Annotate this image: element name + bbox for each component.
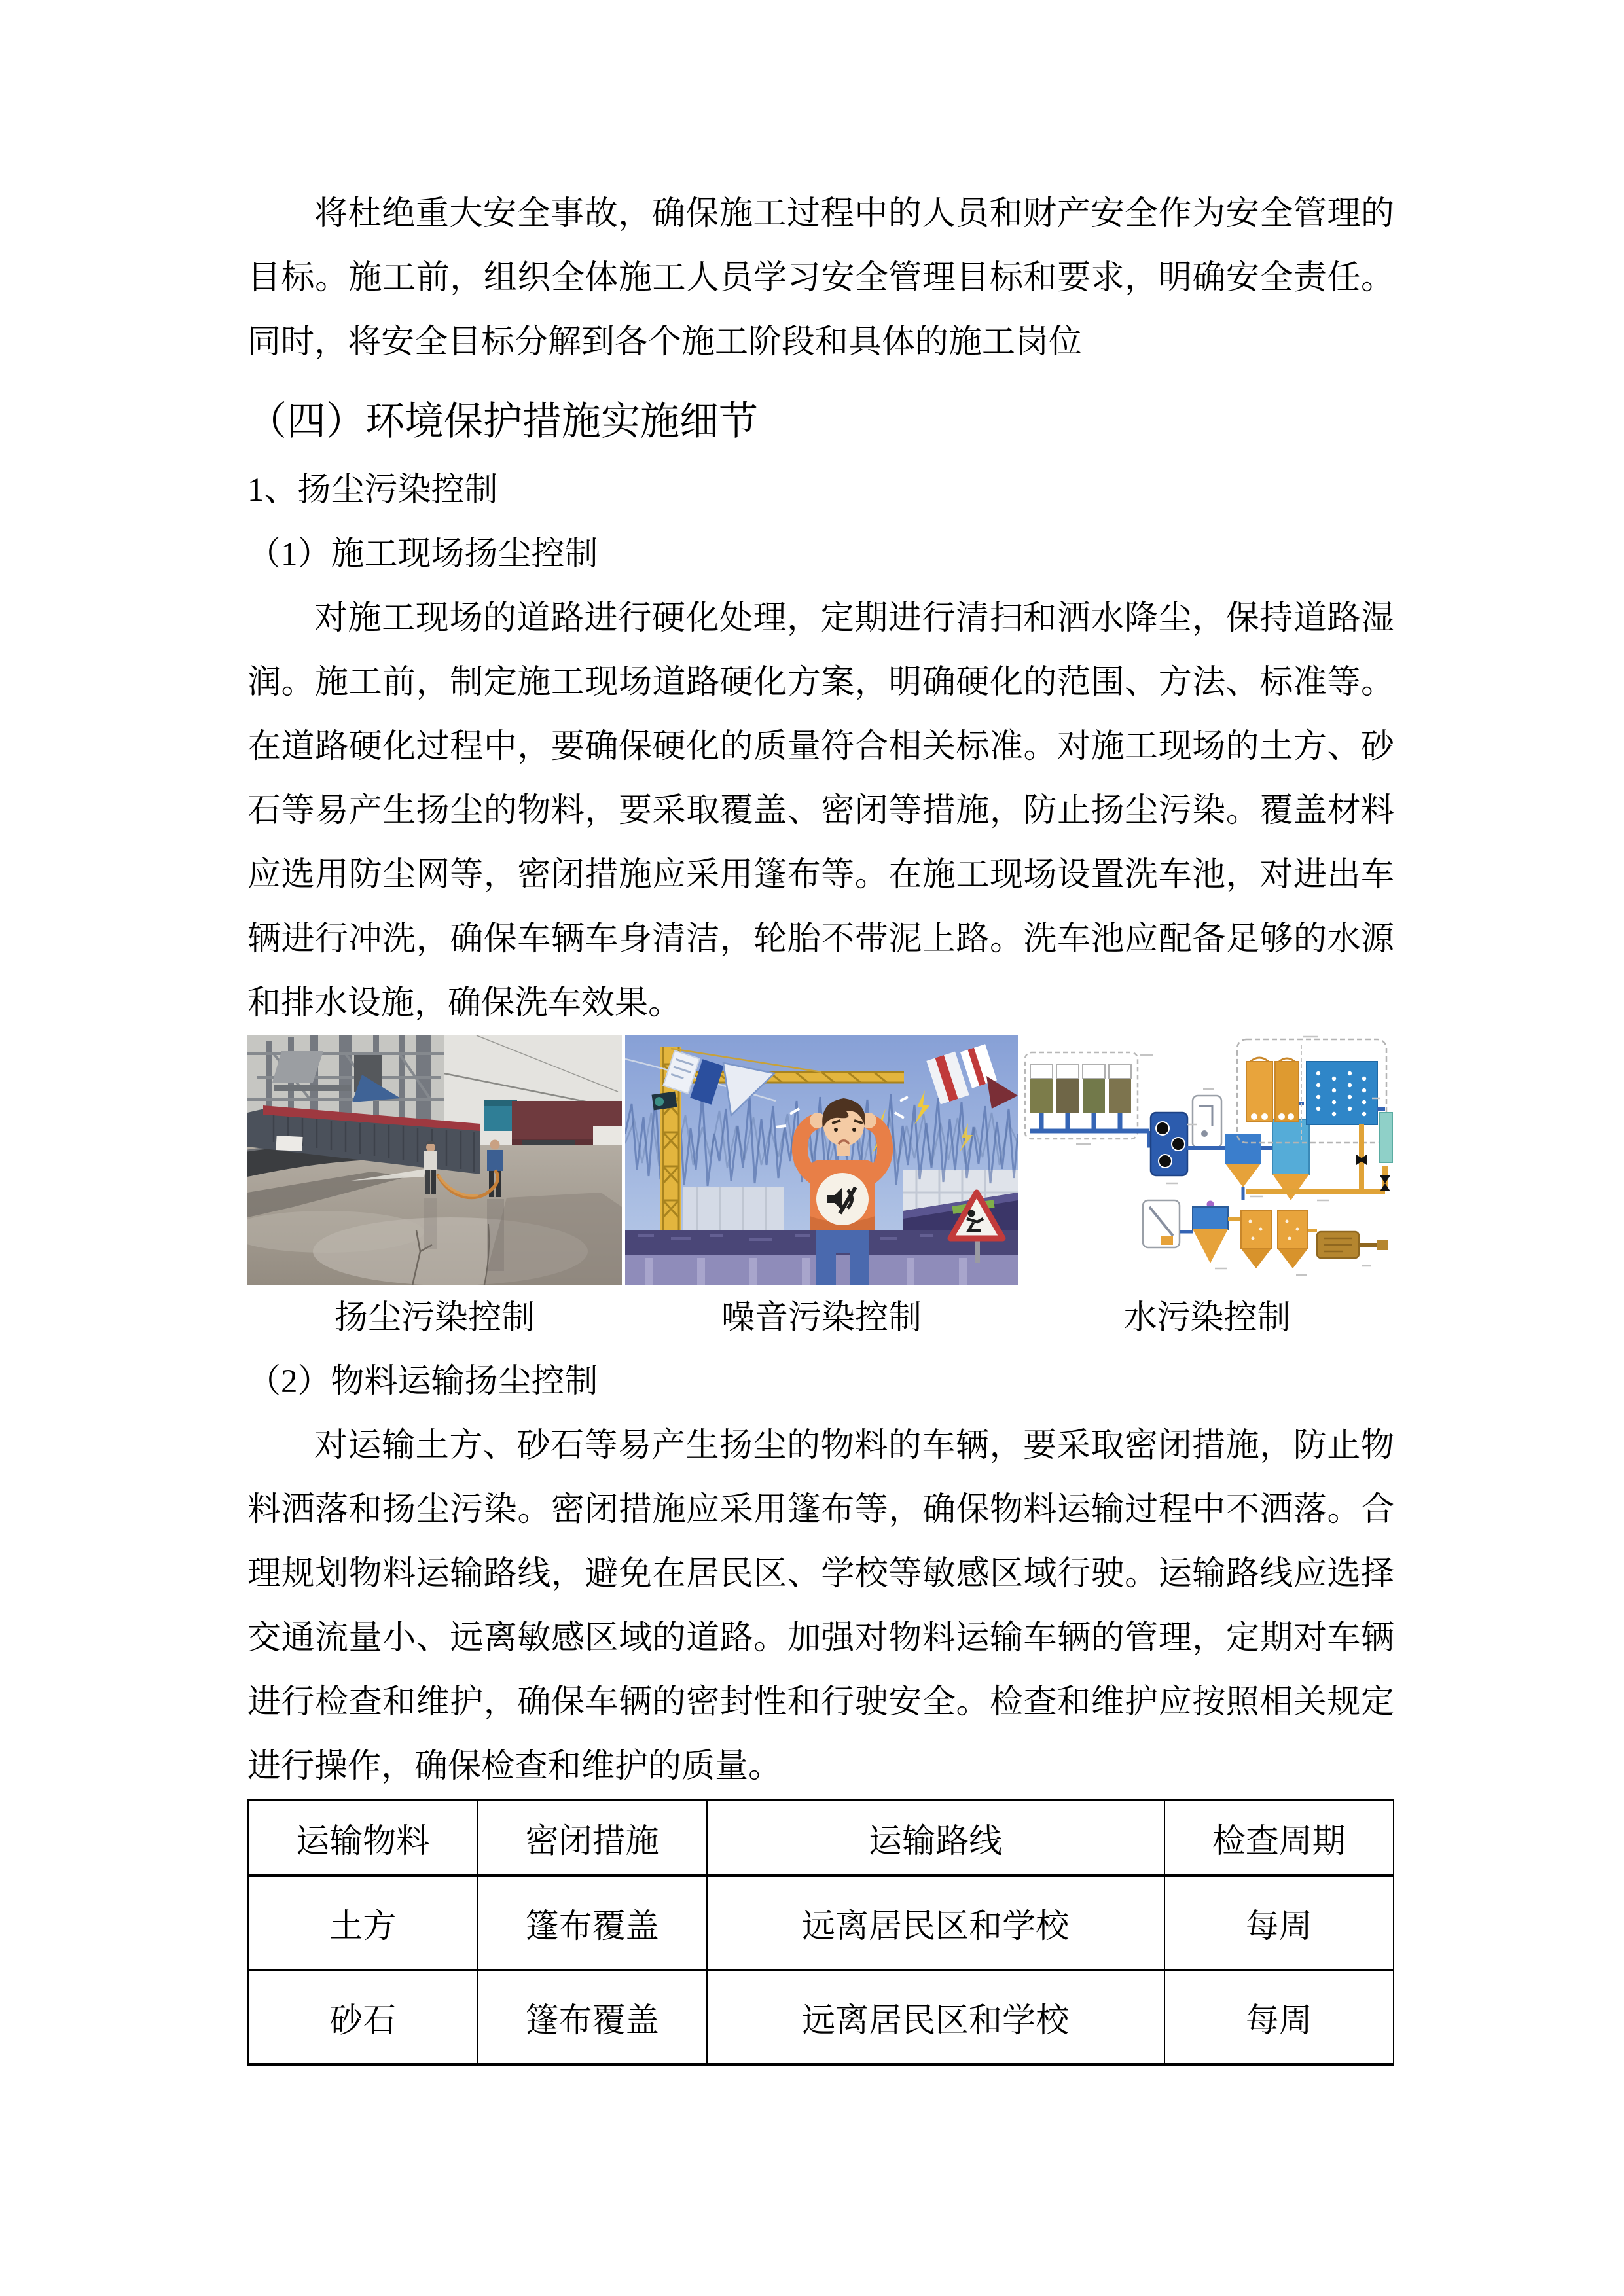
cell-sealing: 篷布覆盖 — [477, 1876, 706, 1970]
column-header-route: 运输路线 — [707, 1800, 1164, 1876]
column-header-material: 运输物料 — [248, 1800, 477, 1876]
figure-caption-noise: 噪音污染控制 — [721, 1300, 922, 1336]
water-treatment-diagram — [1021, 1035, 1393, 1285]
transport-measures-table — [247, 1799, 1394, 2066]
dust-control-photo — [247, 1035, 622, 1285]
figure-caption-dust: 扬尘污染控制 — [334, 1300, 535, 1336]
cell-sealing: 篷布覆盖 — [477, 1970, 706, 2064]
table-header-row — [248, 1800, 1394, 1876]
figure-captions — [247, 1287, 1394, 1350]
figure-caption-water: 水污染控制 — [1123, 1300, 1291, 1336]
column-header-inspection: 检查周期 — [1164, 1800, 1394, 1876]
section-heading-environment: （四）环境保护措施实施细节 — [247, 400, 758, 443]
paragraph-transport-dust-control: 对运输土方、砂石等易产生扬尘的物料的车辆，要采取密闭措施，防止物料洒落和扬尘污染。密闭措施应采用篷布等，确保物料运输过程中不洒落。合理规划物料运输路线，避免在居民区、学校等敏感区域行驶。运输路线应选择交通流量小、远离敏感区域的道路。加强对物料运输车辆的管理，定期对车辆进行检查和维护，确保车辆的密封性和行驶安全。检查和维护应按照相关规定进行操作，确保检查和维护的质量。 — [247, 1427, 1394, 1785]
table-row — [248, 1876, 1394, 1970]
cell-inspection: 每周 — [1164, 1970, 1394, 2064]
subheading-dust-pollution-control: 1、扬尘污染控制 — [247, 472, 498, 509]
cell-route: 远离居民区和学校 — [707, 1876, 1164, 1970]
cell-material: 土方 — [248, 1876, 477, 1970]
subheading-transport-dust-control: （2）物料运输扬尘控制 — [247, 1363, 598, 1400]
cell-route: 远离居民区和学校 — [707, 1970, 1164, 2064]
column-header-sealing: 密闭措施 — [477, 1800, 706, 1876]
table-row — [248, 1970, 1394, 2064]
cell-inspection: 每周 — [1164, 1876, 1394, 1970]
paragraph-safety-goals: 将杜绝重大安全事故，确保施工过程中的人员和财产安全作为安全管理的目标。施工前，组织全体施工人员学习安全管理目标和要求，明确安全责任。同时，将安全目标分解到各个施工阶段和具体的施工岗位 — [247, 196, 1394, 361]
cell-material: 砂石 — [248, 1970, 477, 2064]
paragraph-site-dust-control: 对施工现场的道路进行硬化处理，定期进行清扫和洒水降尘，保持道路湿润。施工前，制定施工现场道路硬化方案，明确硬化的范围、方法、标准等。在道路硬化过程中，要确保硬化的质量符合相关标准。对施工现场的土方、砂石等易产生扬尘的物料，要采取覆盖、密闭等措施，防止扬尘污染。覆盖材料应选用防尘网等，密闭措施应采用篷布等。在施工现场设置洗车池，对进出车辆进行冲洗，确保车辆车身清洁，轮胎不带泥上路。洗车池应配备足够的水源和排水设施，确保洗车效果。 — [247, 600, 1394, 1022]
noise-control-illustration — [625, 1035, 1018, 1285]
subheading-site-dust-control: （1）施工现场扬尘控制 — [247, 536, 598, 573]
figure-row — [247, 1035, 1394, 1285]
